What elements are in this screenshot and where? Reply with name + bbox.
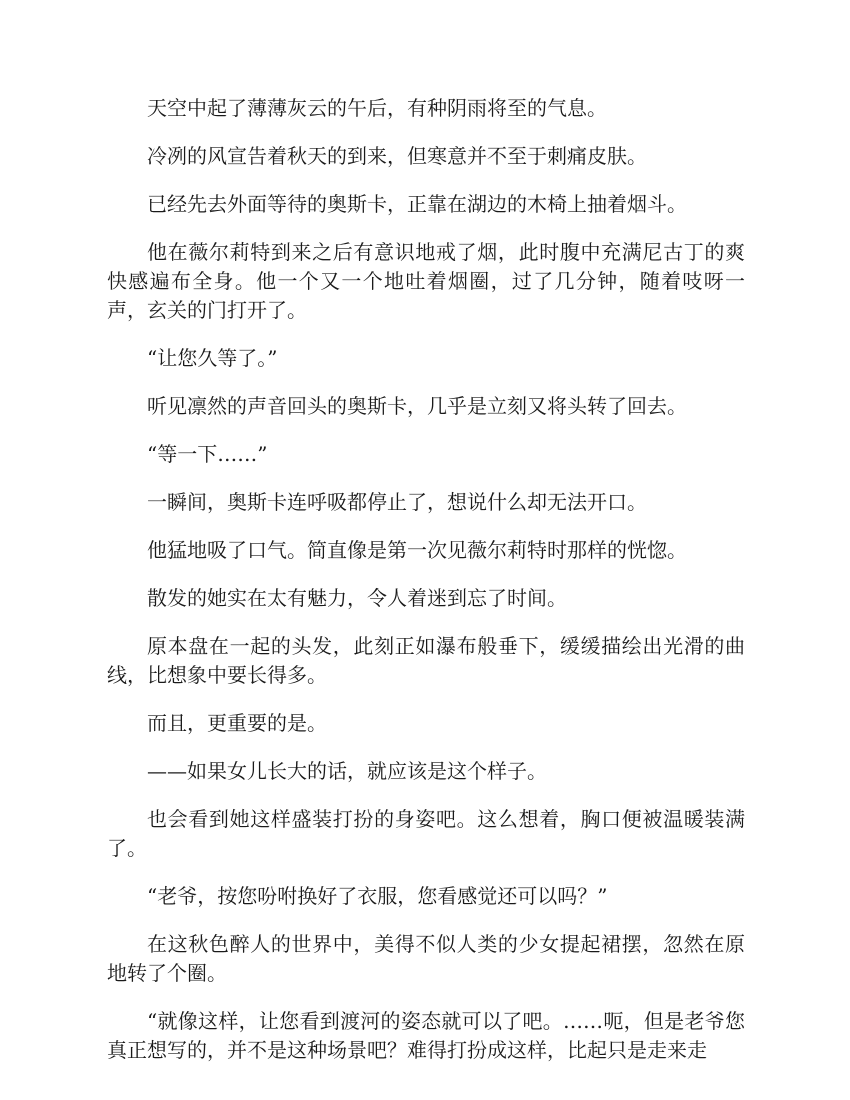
paragraph-15: “老爷，按您吩咐换好了衣服，您看感觉还可以吗？” xyxy=(147,884,608,908)
paragraph-7: “等一下……” xyxy=(147,442,268,466)
paragraph-11: 原本盘在一起的头发，此刻正如瀑布般垂下，缓缓描绘出光滑的曲线，比想象中要长得多。 xyxy=(107,634,745,687)
paragraph-8: 一瞬间，奥斯卡连呼吸都停止了，想说什么却无法开口。 xyxy=(147,490,647,514)
paragraph-5: “让您久等了。” xyxy=(147,346,278,370)
paragraph-10: 散发的她实在太有魅力，令人着迷到忘了时间。 xyxy=(147,586,567,610)
paragraph-14: 也会看到她这样盛装打扮的身姿吧。这么想着，胸口便被温暖装满了。 xyxy=(107,807,745,860)
paragraph-9: 他猛地吸了口气。简直像是第一次见薇尔莉特时那样的恍惚。 xyxy=(147,538,687,562)
paragraph-12: 而且，更重要的是。 xyxy=(147,711,327,735)
paragraph-3: 已经先去外面等待的奥斯卡，正靠在湖边的木椅上抽着烟斗。 xyxy=(147,192,687,216)
document-body xyxy=(107,94,745,1084)
paragraph-2: 冷冽的风宣告着秋天的到来，但寒意并不至于刺痛皮肤。 xyxy=(147,144,647,168)
paragraph-6: 听见凛然的声音回头的奥斯卡，几乎是立刻又将头转了回去。 xyxy=(147,394,687,418)
paragraph-1: 天空中起了薄薄灰云的午后，有种阴雨将至的气息。 xyxy=(147,96,607,120)
paragraph-16: 在这秋色醉人的世界中，美得不似人类的少女提起裙摆，忽然在原地转了个圈。 xyxy=(107,932,745,985)
paragraph-4: 他在薇尔莉特到来之后有意识地戒了烟，此时腹中充满尼古丁的爽快感遍布全身。他一个又一个地吐着烟圈，过了几分钟，随着吱呀一声，玄关的门打开了。 xyxy=(107,240,745,322)
paragraph-17: “就像这样，让您看到渡河的姿态就可以了吧。……呃，但是老爷您真正想写的，并不是这种场景吧？难得打扮成这样，比起只是走来走 xyxy=(107,1009,745,1062)
paragraph-13: ——如果女儿长大的话，就应该是这个样子。 xyxy=(147,759,547,783)
